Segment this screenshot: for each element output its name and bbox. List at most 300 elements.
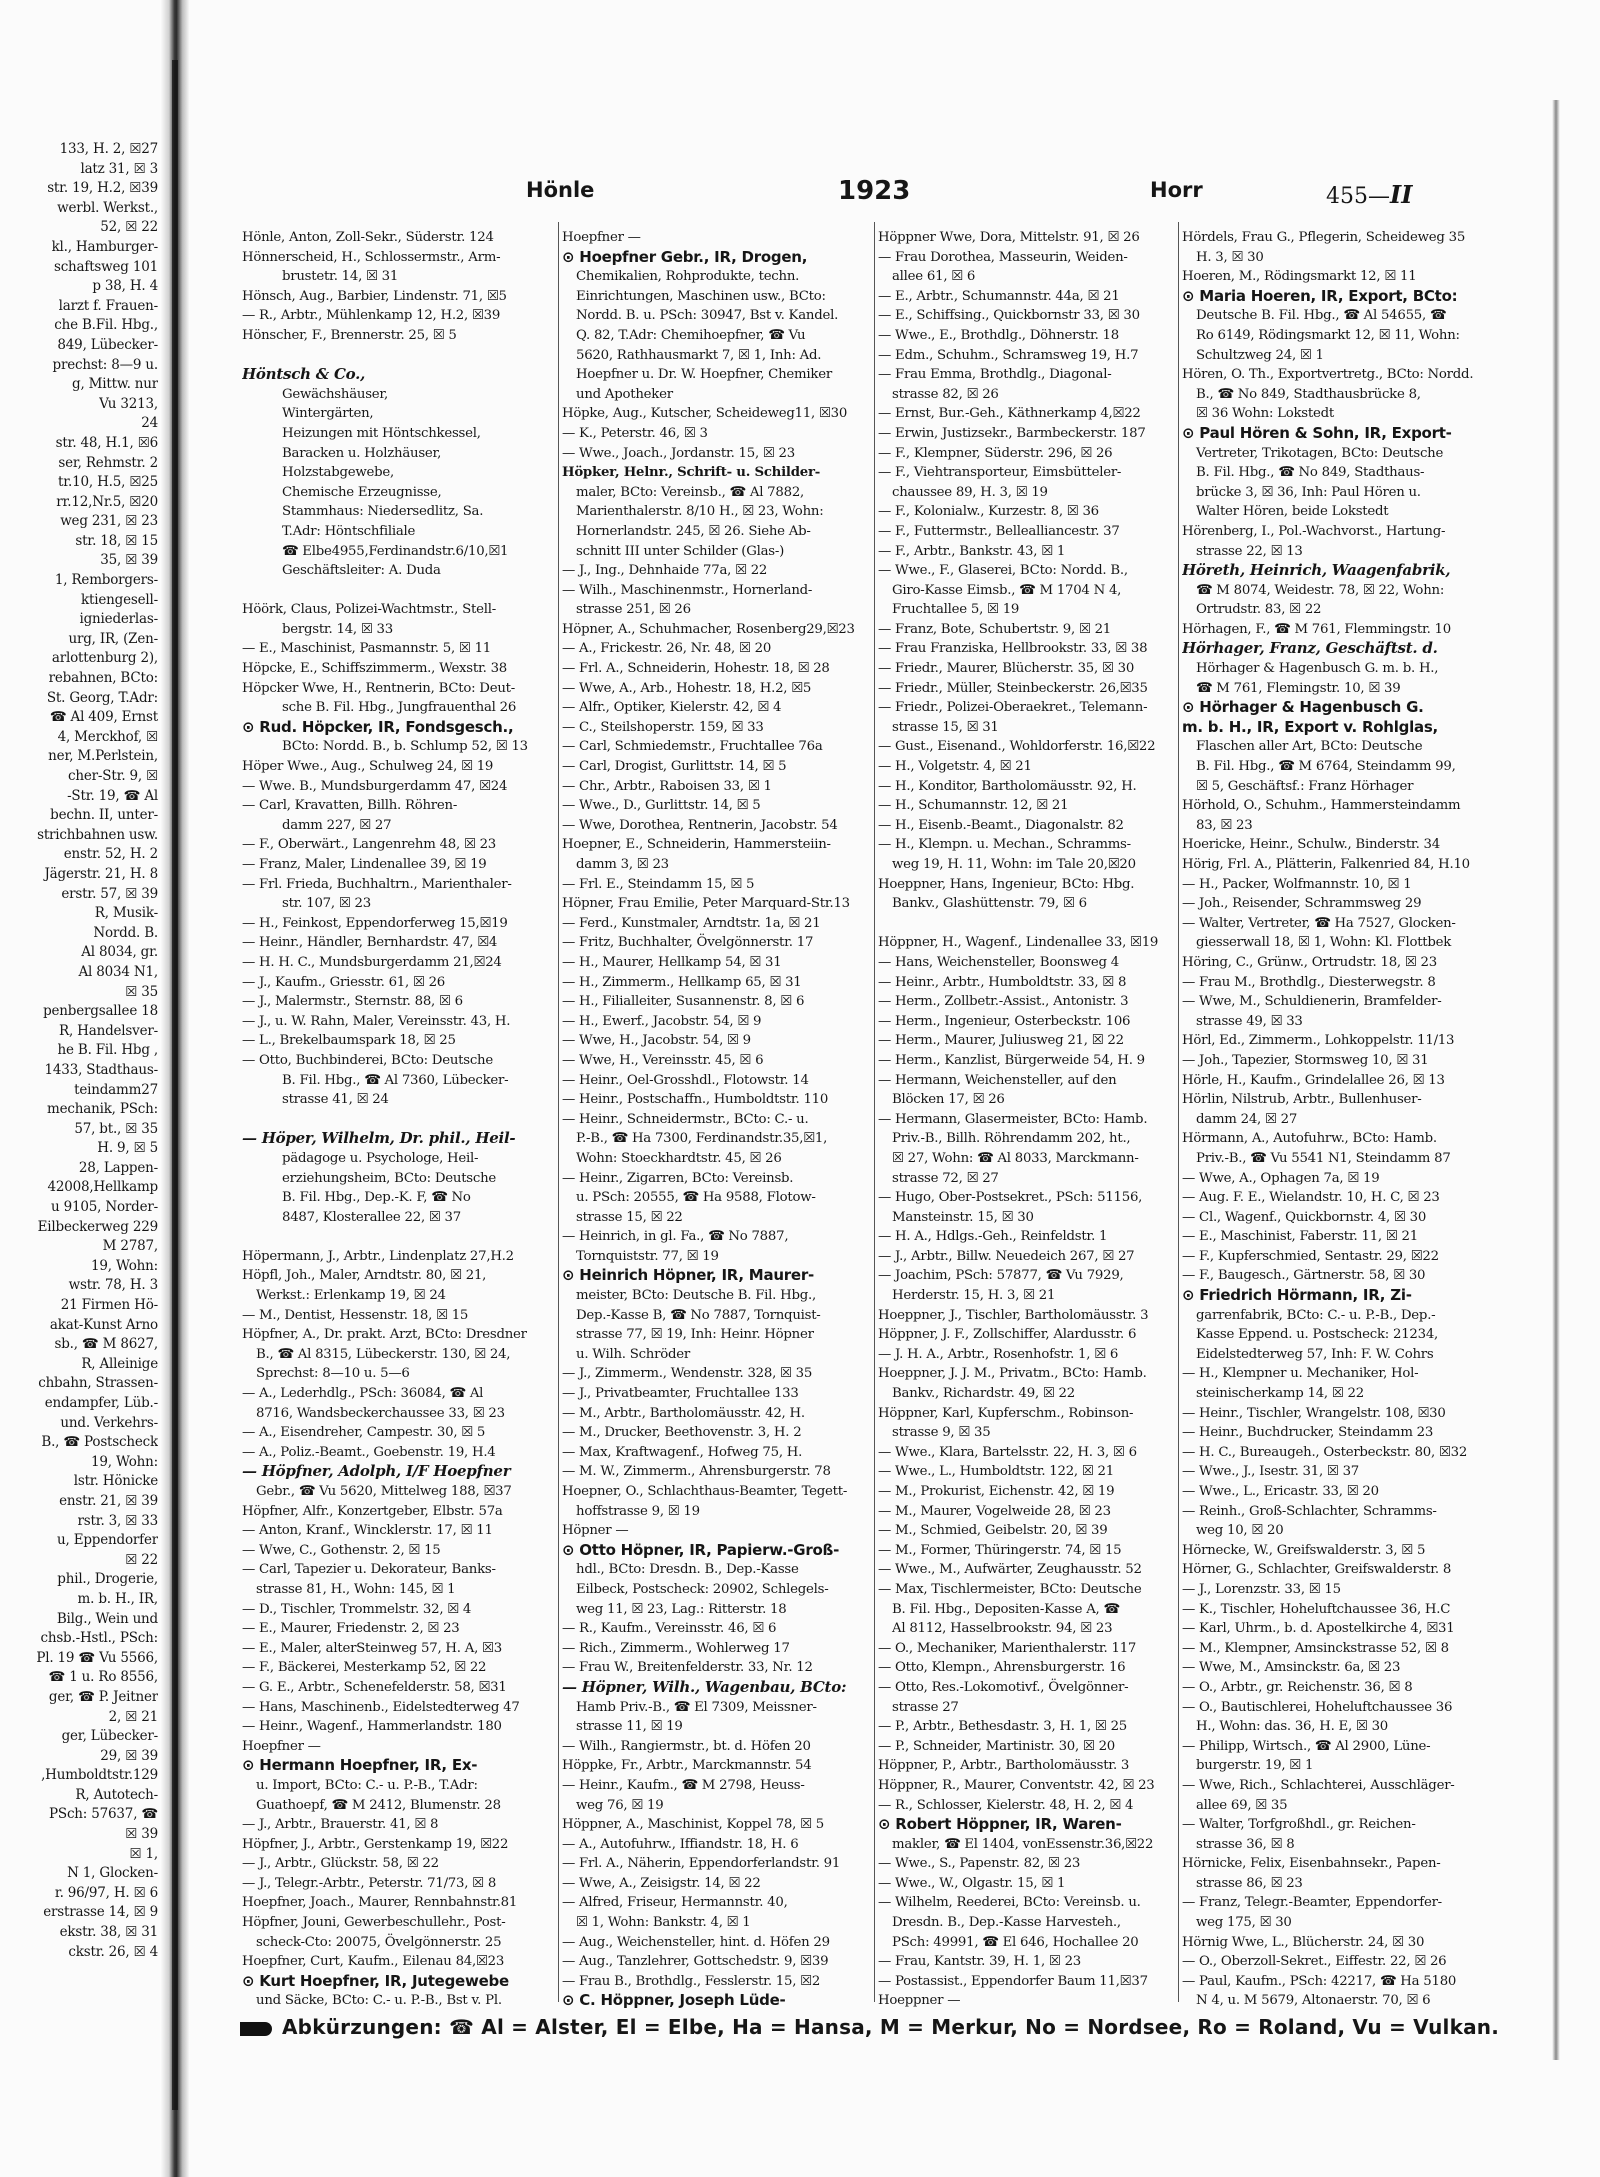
directory-entry-line: — M., Prokurist, Eichenstr. 42, ☒ 19	[878, 1484, 1115, 1499]
directory-entry-line: H. 3, ☒ 30	[1196, 249, 1264, 265]
directory-entry-line: ☒ 36 Wohn: Lokstedt	[1196, 406, 1334, 422]
prev-page-line: ☒ 22	[125, 1551, 158, 1568]
prev-page-line: St. Georg, T.Adr:	[46, 689, 158, 706]
directory-entry-line: — Wwe., E., Brothdlg., Döhnerstr. 18	[878, 327, 1119, 343]
directory-entry-line: Höppner, J. F., Zollschiffer, Alardusstr. 6	[878, 1327, 1137, 1343]
directory-entry-line: makler, ☎ El 1404, vonEssenstr.36,☒22	[892, 1836, 1154, 1852]
directory-entry-line: — Heinr., Wagenf., Hammerlandstr. 180	[242, 1719, 502, 1735]
directory-entry-line: — Cl., Wagenf., Quickbornstr. 4, ☒ 30	[1182, 1209, 1427, 1225]
directory-entry-line: Walter Hören, beide Lokstedt	[1196, 504, 1389, 520]
directory-entry-line: strasse 77, ☒ 19, Inh: Heinr. Höpner	[576, 1327, 814, 1343]
prev-page-line: ger, ☎ P. Jeitner	[48, 1688, 158, 1705]
directory-entry-line: Hoepfner u. Dr. W. Hoepfner, Chemiker	[576, 367, 832, 383]
directory-entry-line: — Franz, Maler, Lindenallee 39, ☒ 19	[242, 857, 487, 872]
directory-entry-line: strasse 82, ☒ 26	[892, 386, 999, 402]
directory-entry-line: Al 8112, Hasselbrookstr. 94, ☒ 23	[892, 1621, 1113, 1637]
directory-entry-line: — Wwe, Rich., Schlachterei, Ausschläger-	[1182, 1777, 1455, 1793]
directory-entry-line: — Heinr., Kaufm., ☎ M 2798, Heuss-	[562, 1777, 805, 1793]
prev-page-line: Vu 3213,	[99, 395, 158, 412]
prev-page-line: endampfer, Lüb.-	[44, 1395, 158, 1411]
directory-entry-line: — J., Arbtr., Brauerstr. 41, ☒ 8	[242, 1817, 439, 1833]
directory-entry-line: — O., Arbtr., gr. Reichenstr. 36, ☒ 8	[1182, 1679, 1413, 1695]
directory-entry-line: maler, BCto: Vereinsb., ☎ Al 7882,	[576, 484, 804, 500]
prev-page-line: rebahnen, BCto:	[48, 670, 158, 687]
directory-entry-line: — Wwe, M., Schuldienerin, Bramfelder-	[1182, 994, 1442, 1010]
directory-entry-line: — J., Kaufm., Griesstr. 61, ☒ 26	[242, 974, 446, 990]
directory-entry-line: strasse 15, ☒ 22	[576, 1209, 683, 1225]
prev-page-line: R, Alleinige	[81, 1355, 158, 1372]
directory-entry-line	[242, 581, 554, 601]
directory-entry-line: Höppner, P., Arbtr., Bartholomäusstr. 3	[878, 1758, 1130, 1774]
directory-entry-line: — H., Schumannstr. 12, ☒ 21	[878, 798, 1069, 814]
directory-entry-line: weg 19, H. 11, Wohn: im Tale 20,☒20	[892, 857, 1136, 872]
prev-page-line: akat-Kunst Arno	[49, 1316, 158, 1333]
directory-entry-line: Hoepfner, Curt, Kaufm., Eilenau 84,☒23	[242, 1954, 505, 1970]
directory-entry-line: Hörnig Wwe, L., Blücherstr. 24, ☒ 30	[1182, 1934, 1425, 1950]
prev-page-line: 19, Wohn:	[91, 1453, 158, 1470]
directory-entry-line: — Philipp, Wirtsch., ☎ Al 2900, Lüne-	[1182, 1738, 1431, 1754]
prev-page-line: str. 19, H.2, ☒39	[47, 180, 158, 197]
directory-entry-line: allee 61, ☒ 6	[892, 269, 976, 285]
prev-page-line: tr.10, H.5, ☒25	[58, 474, 158, 491]
directory-entry-line: strasse 15, ☒ 31	[892, 719, 999, 735]
directory-entry-line: m. b. H., IR, Export v. Rohlglas,	[1182, 717, 1438, 736]
directory-entry-line: — Postassist., Eppendorfer Baum 11,☒37	[878, 1973, 1148, 1989]
directory-entry-line: Hören, O. Th., Exportvertretg., BCto: Nordd.	[1182, 367, 1474, 383]
directory-entry-line: — Friedr., Maurer, Blücherstr. 35, ☒ 30	[878, 661, 1135, 677]
directory-entry-line: — Otto, Res.-Lokomotivf., Övelgönner-	[878, 1679, 1129, 1695]
prev-page-line: ,Humboldtstr.129	[41, 1767, 158, 1784]
directory-entry-line: — Wwe, H., Jacobstr. 54, ☒ 9	[562, 1033, 751, 1049]
directory-entry-line: und Apotheker	[576, 386, 673, 402]
directory-entry-line: Gebr., ☎ Vu 5620, Mittelweg 188, ☒37	[256, 1484, 512, 1499]
prev-page-line: 849, Lübecker-	[57, 336, 158, 353]
directory-entry-line: — M., Dentist, Hessenstr. 18, ☒ 15	[242, 1307, 469, 1323]
directory-entry-line: Bankv., Glashüttenstr. 79, ☒ 6	[892, 896, 1087, 912]
directory-entry-line: weg 175, ☒ 30	[1196, 1915, 1292, 1931]
directory-entry-line: — E., Maler, alterSteinweg 57, H. A, ☒3	[242, 1640, 502, 1656]
directory-entry-line: — Franz, Telegr.-Beamter, Eppendorfer-	[1182, 1895, 1442, 1911]
directory-entry-line: Hoepfner —	[242, 1738, 321, 1754]
directory-entry-line: allee 69, ☒ 35	[1196, 1797, 1288, 1813]
directory-entry-line: — J., Ing., Dehnhaide 77a, ☒ 22	[562, 563, 768, 579]
directory-entry-line: ⊙ Friedrich Hörmann, IR, Zi-	[1182, 1286, 1412, 1305]
directory-entry-line: — Joachim, PSch: 57877, ☎ Vu 7929,	[878, 1268, 1124, 1284]
directory-entry-line: strasse 11, ☒ 19	[576, 1719, 683, 1735]
directory-entry-line: Dep.-Kasse B, ☎ No 7887, Tornquist-	[576, 1307, 821, 1323]
column-divider	[1178, 222, 1179, 2002]
directory-entry-line: — Karl, Uhrm., b. d. Apostelkirche 4, ☒31	[1182, 1621, 1455, 1637]
directory-entry-line: — O., Bautischlerei, Hoheluftchaussee 36	[1182, 1699, 1453, 1715]
prev-page-line: 29, ☒ 39	[100, 1747, 158, 1764]
directory-entry-line: strasse 49, ☒ 33	[1196, 1013, 1303, 1029]
prev-page-line: che B.Fil. Hbg.,	[54, 317, 158, 334]
directory-entry-line: — Höpner, Wilh., Wagenbau, BCto:	[562, 1677, 847, 1696]
directory-entry-line: — Herm., Maurer, Juliusweg 21, ☒ 22	[878, 1033, 1124, 1049]
directory-entry-line: — Frl. A., Näherin, Eppendorferlandstr. 91	[562, 1856, 841, 1872]
directory-entry-line	[878, 914, 1174, 934]
directory-entry-line: — Wwe., M., Aufwärter, Zeughausstr. 52	[878, 1562, 1142, 1578]
directory-entry-line: Höpfner, J., Arbtr., Gerstenkamp 19, ☒22	[242, 1836, 509, 1852]
directory-entry-line: steinischerkamp 14, ☒ 22	[1196, 1386, 1364, 1402]
directory-entry-line: — Frau Emma, Brothdlg., Diagonal-	[878, 367, 1112, 383]
prev-page-line: 19, Wohn:	[91, 1257, 158, 1274]
directory-entry-line: ⊙ Hörhager & Hagenbusch G.	[1182, 698, 1424, 717]
directory-entry-line: — Gust., Eisenand., Wohldorferstr. 16,☒22	[878, 739, 1156, 755]
directory-entry-line: — O., Oberzoll-Sekret., Eiffestr. 22, ☒ 26	[1182, 1954, 1447, 1970]
directory-entry-line: Höntsch & Co.,	[242, 365, 366, 384]
directory-entry-line: strasse 86, ☒ 23	[1196, 1875, 1303, 1891]
directory-entry-line: — A., Autofuhrw., Iffiandstr. 18, H. 6	[562, 1836, 799, 1852]
directory-entry-line: — Frau Franziska, Hellbrookstr. 33, ☒ 38	[878, 641, 1148, 657]
directory-entry-line: — Frl. A., Schneiderin, Hohestr. 18, ☒ 28	[562, 661, 830, 677]
directory-entry-line: Schultzweg 24, ☒ 1	[1196, 347, 1324, 363]
directory-entry-line: Hönle, Anton, Zoll-Sekr., Süderstr. 124	[242, 230, 494, 245]
directory-entry-line: — Wwe., L., Ericastr. 33, ☒ 20	[1182, 1484, 1379, 1499]
directory-entry-line	[242, 346, 554, 366]
directory-entry-line: ⊙ Maria Hoeren, IR, Export, BCto:	[1182, 286, 1458, 305]
directory-entry-line: Fruchtallee 5, ☒ 19	[892, 602, 1020, 618]
directory-entry-line: — Wwe, A., Zeisigstr. 14, ☒ 22	[562, 1875, 761, 1891]
directory-entry-line: Dresdn. B., Dep.-Kasse Harvesteh.,	[892, 1915, 1121, 1931]
prev-page-line: B., ☎ Postscheck	[41, 1434, 158, 1451]
prev-page-line: ☒ 1,	[129, 1845, 158, 1862]
pointing-hand-icon	[240, 2022, 272, 2036]
directory-entry-line: ☎ Elbe4955,Ferdinandstr.6/10,☒1	[282, 543, 509, 559]
prev-page-line: 1433, Stadthaus-	[44, 1061, 158, 1078]
directory-entry-line: Hönscher, F., Brennerstr. 25, ☒ 5	[242, 327, 457, 343]
directory-entry-line: B., ☎ Al 8315, Lübeckerstr. 130, ☒ 24,	[256, 1346, 511, 1362]
directory-entry-line: — F., Baugesch., Gärtnerstr. 58, ☒ 30	[1182, 1268, 1426, 1284]
directory-entry-line: — Heinr., Postschaffn., Humboldtstr. 110	[562, 1092, 829, 1108]
directory-entry-line: — Wwe, A., Ophagen 7a, ☒ 19	[1182, 1170, 1380, 1186]
directory-entry-line: Hoepner, O., Schlachthaus-Beamter, Tegett-	[562, 1484, 848, 1499]
directory-entry-line: — Heinr., Tischler, Wrangelstr. 108, ☒30	[1182, 1405, 1446, 1421]
directory-entry-line: Hörnecke, W., Greifswalderstr. 3, ☒ 5	[1182, 1542, 1426, 1558]
directory-entry-line: — Heinr., Schneidermstr., BCto: C.- u.	[562, 1111, 809, 1127]
prev-page-line: wstr. 78, H. 3	[68, 1277, 158, 1294]
directory-entry-line: — Rich., Zimmerm., Wohlerweg 17	[562, 1640, 790, 1656]
directory-entry-line: Hoepfner —	[562, 230, 641, 245]
directory-entry-line: Hamb Priv.-B., ☎ El 7309, Meissner-	[576, 1699, 817, 1715]
directory-entry-line: Höppner Wwe, Dora, Mittelstr. 91, ☒ 26	[878, 230, 1140, 245]
directory-entry-line: strasse 81, H., Wohn: 145, ☒ 1	[256, 1581, 456, 1597]
directory-entry-line: H., Wohn: das. 36, H. E, ☒ 30	[1196, 1719, 1388, 1735]
directory-entry-line: Höpner —	[562, 1523, 629, 1539]
directory-entry-line: — J., Lorenzstr. 33, ☒ 15	[1182, 1581, 1341, 1597]
directory-entry-line: Hoericke, Heinr., Schulw., Binderstr. 34	[1182, 837, 1440, 853]
directory-entry-line: — Hugo, Ober-Postsekret., PSch: 51156,	[878, 1190, 1143, 1206]
directory-entry-line	[242, 1110, 554, 1130]
directory-entry-line: Chemische Erzeugnisse,	[282, 484, 442, 500]
directory-entry-line: — P., Arbtr., Bethesdastr. 3, H. 1, ☒ 25	[878, 1719, 1127, 1735]
previous-page-fragment	[0, 140, 158, 2060]
prev-page-line: arlottenburg 2),	[51, 650, 158, 667]
directory-entry-line: — Höper, Wilhelm, Dr. phil., Heil-	[242, 1129, 516, 1148]
directory-entry-line: pädagoge u. Psychologe, Heil-	[282, 1150, 479, 1166]
directory-column-2	[562, 228, 870, 2008]
directory-entry-line: — J., Telegr.-Arbtr., Peterstr. 71/73, ☒ 8	[242, 1875, 497, 1891]
directory-entry-line: T.Adr: Höntschfiliale	[282, 523, 416, 539]
directory-entry-line: Giro-Kasse Eimsb., ☎ M 1704 N 4,	[892, 582, 1122, 598]
directory-entry-line: — J., Zimmerm., Wendenstr. 328, ☒ 35	[562, 1366, 813, 1382]
directory-entry-line: Hörl, Ed., Zimmerm., Lohkoppelstr. 11/13	[1182, 1033, 1455, 1049]
directory-entry-line: — Aug., Weichensteller, hint. d. Höfen 29	[562, 1934, 830, 1950]
directory-column-3	[878, 228, 1174, 2008]
directory-entry-line: P.-B., ☎ Ha 7300, Ferdinandstr.35,☒1,	[576, 1131, 828, 1147]
directory-entry-line: Höppner, R., Maurer, Conventstr. 42, ☒ 23	[878, 1777, 1155, 1793]
directory-entry-line: — Heinr., Zigarren, BCto: Vereinsb.	[562, 1170, 794, 1186]
directory-entry-line: erziehungsheim, BCto: Deutsche	[282, 1170, 497, 1186]
prev-page-line: strichbahnen usw.	[37, 826, 158, 843]
directory-entry-line: — Frau W., Breitenfelderstr. 33, Nr. 12	[562, 1660, 813, 1676]
directory-entry-line: — Carl, Tapezier u. Dekorateur, Banks-	[242, 1562, 496, 1578]
directory-entry-line: Hörhager & Hagenbusch G. m. b. H.,	[1196, 661, 1439, 677]
directory-entry-line: 8716, Wandsbeckerchaussee 33, ☒ 23	[256, 1405, 505, 1421]
prev-page-line: rr.12,Nr.5, ☒20	[56, 493, 158, 510]
directory-entry-line: Hoeppner, J., Tischler, Bartholomäusstr. 3	[878, 1307, 1149, 1323]
directory-entry-line: — A., Lederhdlg., PSch: 36084, ☎ Al	[242, 1386, 484, 1402]
prev-page-line: bechn. II, unter-	[50, 807, 158, 824]
prev-page-line: cher-Str. 9, ☒	[68, 768, 158, 784]
running-header	[238, 178, 1538, 214]
directory-entry-line: ⊙ Hoepfner Gebr., IR, Drogen,	[562, 247, 808, 266]
directory-entry-line: — M., Klempner, Amsinckstrasse 52, ☒ 8	[1182, 1640, 1449, 1656]
directory-entry-line: — Wwe., Klara, Bartelsstr. 22, H. 3, ☒ 6	[878, 1444, 1137, 1460]
directory-entry-line: ☎ M 8074, Weidestr. 78, ☒ 22, Wohn:	[1196, 582, 1445, 598]
directory-entry-line: — D., Tischler, Trommelstr. 32, ☒ 4	[242, 1601, 472, 1617]
directory-entry-line: Hoeppner, J. J. M., Privatm., BCto: Hamb.	[878, 1366, 1147, 1382]
directory-entry-line: Höpfner, Jouni, Gewerbeschullehr., Post-	[242, 1915, 506, 1931]
directory-entry-line: — H., Packer, Wolfmannstr. 10, ☒ 1	[1182, 876, 1412, 892]
prev-page-line: larzt f. Frauen-	[58, 297, 158, 314]
prev-page-line: penbergsallee 18	[43, 1003, 158, 1020]
directory-entry-line: Hoepner, E., Schneiderin, Hammersteiin-	[562, 837, 831, 853]
directory-entry-line: — Otto, Klempn., Ahrensburgerstr. 16	[878, 1660, 1126, 1676]
prev-page-line: PSch: 57637, ☎	[49, 1806, 158, 1823]
prev-page-line: ☎ 1 u. Ro 8556,	[48, 1669, 158, 1686]
directory-entry-line: Höppke, Fr., Arbtr., Marckmannstr. 54	[562, 1758, 812, 1774]
directory-entry-line: — Alfred, Friseur, Hermannstr. 40,	[562, 1895, 788, 1911]
directory-entry-line: — L., Brekelbaumspark 18, ☒ 25	[242, 1033, 456, 1049]
header-last-entry: Horr	[1150, 178, 1203, 202]
directory-entry-line: — H., Maurer, Hellkamp 54, ☒ 31	[562, 954, 782, 970]
directory-entry-line: — J. H. A., Arbtr., Rosenhofstr. 1, ☒ 6	[878, 1346, 1119, 1362]
column-divider	[558, 222, 559, 2002]
prev-page-line: 2, ☒ 21	[108, 1708, 158, 1725]
prev-page-line: R, Musik-	[94, 905, 158, 922]
directory-entry-line: — Frau Dorothea, Masseurin, Weiden-	[878, 249, 1128, 265]
directory-entry-line: Baracken u. Holzhäuser,	[282, 445, 442, 461]
directory-entry-line: — Wwe., L., Humboldtstr. 122, ☒ 21	[878, 1464, 1114, 1480]
directory-entry-line: — Heinrich, in gl. Fa., ☎ No 7887,	[562, 1229, 789, 1245]
directory-entry-line: — Hermann, Weichensteller, auf den	[878, 1072, 1117, 1088]
prev-page-line: str. 18, ☒ 15	[75, 532, 158, 549]
prev-page-line: ☒ 35	[125, 983, 158, 1000]
directory-entry-line: — R., Schlosser, Kielerstr. 48, H. 2, ☒ 4	[878, 1797, 1134, 1813]
directory-entry-line: ⊙ Kurt Hoepfner, IR, Jutegewebe	[242, 1971, 509, 1990]
directory-entry-line: — A., Poliz.-Beamt., Goebenstr. 19, H.4	[242, 1444, 496, 1460]
directory-entry-line: Hörhold, O., Schuhm., Hammersteindamm	[1182, 798, 1461, 814]
directory-entry-line: — F., Oberwärt., Langenrehm 48, ☒ 23	[242, 837, 497, 853]
directory-entry-line: — Max, Tischlermeister, BCto: Deutsche	[878, 1581, 1142, 1597]
directory-entry-line: — Wwe, M., Amsinckstr. 6a, ☒ 23	[1182, 1660, 1401, 1676]
directory-entry-line: — Aug., Tanzlehrer, Gottschedstr. 9, ☒39	[562, 1954, 829, 1970]
directory-column-4	[1182, 228, 1482, 2008]
prev-page-line: N 1, Glocken-	[67, 1865, 158, 1882]
directory-entry-line: 5620, Rathhausmarkt 7, ☒ 1, Inh: Ad.	[576, 347, 822, 363]
directory-entry-line: — Höpfner, Adolph, I/F Hoepfner	[242, 1462, 511, 1481]
directory-entry-line: Priv.-B., Billh. Röhrendamm 202, ht.,	[892, 1131, 1131, 1147]
directory-entry-line	[242, 1227, 554, 1247]
directory-entry-line: strasse 22, ☒ 13	[1196, 543, 1303, 559]
directory-entry-line: ☒ 5, Geschäftsf.: Franz Hörhager	[1196, 778, 1414, 794]
prev-page-line: latz 31, ☒ 3	[80, 160, 158, 177]
directory-entry-line: — Wwe., J., Isestr. 31, ☒ 37	[1182, 1464, 1360, 1480]
directory-entry-line: — Hans, Maschinenb., Eidelstedterweg 47	[242, 1699, 520, 1715]
directory-entry-line: chaussee 89, H. 3, ☒ 19	[892, 484, 1048, 500]
prev-page-line: Al 8034, gr.	[81, 944, 158, 961]
prev-page-line: schaftsweg 101	[53, 258, 158, 275]
directory-entry-line: damm 3, ☒ 23	[576, 857, 669, 872]
directory-entry-line: hoffstrasse 9, ☒ 19	[576, 1503, 700, 1519]
prev-page-line: kl., Hamburger-	[51, 238, 158, 255]
directory-entry-line: damm 227, ☒ 27	[282, 817, 392, 833]
prev-page-line: ckstr. 26, ☒ 4	[68, 1943, 158, 1960]
prev-page-line: 21 Firmen Hö-	[60, 1297, 158, 1314]
directory-entry-line: bergstr. 14, ☒ 33	[282, 621, 393, 637]
directory-entry-line: Deutsche B. Fil. Hbg., ☎ Al 54655, ☎	[1196, 308, 1447, 324]
directory-entry-line: — Wilhelm, Reederei, BCto: Vereinsb. u.	[878, 1895, 1141, 1911]
directory-entry-line: — Heinr., Oel-Grosshdl., Flotowstr. 14	[562, 1072, 809, 1088]
prev-page-line: rstr. 3, ☒ 33	[77, 1512, 158, 1529]
directory-entry-line: — Herm., Ingenieur, Osterbeckstr. 106	[878, 1013, 1131, 1029]
directory-entry-line: — H., Feinkost, Eppendorferweg 15,☒19	[242, 915, 508, 931]
directory-entry-line: ⊙ C. Höppner, Joseph Lüde-	[562, 1991, 786, 2008]
prev-page-line: chsb.-Hstl., PSch:	[40, 1630, 158, 1647]
directory-entry-line: Geschäftsleiter: A. Duda	[282, 563, 441, 579]
prev-page-line: prechst: 8—9 u.	[52, 356, 158, 373]
directory-entry-line: — C., Steilshoperstr. 159, ☒ 33	[562, 719, 764, 735]
directory-entry-line: Eilbeck, Postscheck: 20902, Schlegels-	[576, 1581, 829, 1597]
directory-entry-line: u. PSch: 20555, ☎ Ha 9588, Flotow-	[576, 1190, 816, 1206]
prev-page-line: Eilbeckerweg 229	[37, 1218, 158, 1235]
prev-page-line: 57, bt., ☒ 35	[74, 1120, 158, 1137]
directory-entry-line: 8487, Klosterallee 22, ☒ 37	[282, 1209, 461, 1225]
directory-entry-line: — Heinr., Buchdrucker, Steindamm 23	[1182, 1425, 1434, 1441]
directory-entry-line: brustetr. 14, ☒ 31	[282, 269, 399, 285]
prev-page-line: R, Autotech-	[75, 1786, 158, 1803]
directory-entry-line: — Alfr., Optiker, Kielerstr. 42, ☒ 4	[562, 700, 782, 716]
prev-page-line: str. 48, H.1, ☒6	[55, 434, 158, 451]
directory-entry-line: B. Fil. Hbg., Depositen-Kasse A, ☎	[892, 1601, 1120, 1617]
directory-entry-line: Guathoepf, ☎ M 2412, Blumenstr. 28	[256, 1797, 501, 1813]
directory-entry-line: hdl., BCto: Dresdn. B., Dep.-Kasse	[576, 1562, 799, 1578]
directory-entry-line: — K., Tischler, Hoheluftchaussee 36, H.C	[1182, 1601, 1451, 1617]
prev-page-line: he B. Fil. Hbg ,	[57, 1042, 158, 1059]
column-divider	[874, 222, 875, 2002]
directory-entry-line: — M., Schmied, Geibelstr. 20, ☒ 39	[878, 1523, 1108, 1539]
directory-entry-line: strasse 36, ☒ 8	[1196, 1836, 1295, 1852]
directory-entry-line: — Heinr., Arbtr., Humboldtstr. 33, ☒ 8	[878, 974, 1127, 990]
directory-entry-line: Kasse Eppend. u. Postscheck: 21234,	[1196, 1327, 1439, 1343]
directory-entry-line: — M., Former, Thüringerstr. 74, ☒ 15	[878, 1542, 1122, 1558]
directory-entry-line: — Wwe., D., Gurlittstr. 14, ☒ 5	[562, 798, 761, 814]
directory-entry-line: Höpner, A., Schuhmacher, Rosenberg29,☒23	[562, 621, 855, 637]
prev-page-line: ktiengesell-	[81, 591, 158, 608]
directory-entry-line: Höreth, Heinrich, Waagenfabrik,	[1182, 561, 1451, 580]
directory-entry-line: ⊙ Rud. Höpcker, IR, Fondsgesch.,	[242, 717, 514, 736]
prev-page-line: M 2787,	[102, 1238, 158, 1255]
directory-entry-line: — J., Arbtr., Billw. Neuedeich 267, ☒ 27	[878, 1248, 1135, 1264]
directory-entry-line: strasse 72, ☒ 27	[892, 1170, 999, 1186]
directory-entry-line: 83, ☒ 23	[1196, 817, 1253, 833]
directory-entry-line: — Herm., Zollbetr.-Assist., Antonistr. 3	[878, 994, 1129, 1010]
directory-entry-line: ⊙ Heinrich Höpner, IR, Maurer-	[562, 1266, 814, 1285]
directory-entry-line: strasse 41, ☒ 24	[282, 1092, 389, 1108]
header-first-entry: Hönle	[526, 178, 595, 202]
directory-entry-line: Hörenberg, I., Pol.-Wachvorst., Hartung-	[1182, 523, 1446, 539]
directory-entry-line: ☒ 27, Wohn: ☎ Al 8033, Marckmann-	[892, 1150, 1139, 1166]
directory-entry-line: Hörnicke, Felix, Eisenbahnsekr., Papen-	[1182, 1856, 1441, 1872]
prev-page-line: ger, Lübecker-	[61, 1728, 158, 1745]
prev-page-line: m. b. H., IR,	[77, 1590, 158, 1607]
directory-entry-line: B. Fil. Hbg., ☎ Al 7360, Lübecker-	[282, 1072, 509, 1088]
directory-entry-line: — Wwe., Joach., Jordanstr. 15, ☒ 23	[562, 445, 795, 461]
directory-entry-line: — E., Arbtr., Schumannstr. 44a, ☒ 21	[878, 288, 1120, 304]
directory-entry-line: Heizungen mit Höntschkessel,	[282, 425, 481, 441]
prev-page-line: g, Mittw. nur	[72, 376, 158, 393]
prev-page-line: H. 9, ☒ 5	[97, 1140, 158, 1157]
directory-entry-line: Blöcken 17, ☒ 26	[892, 1092, 1005, 1108]
directory-entry-line: — E., Maschinist, Faberstr. 11, ☒ 21	[1182, 1229, 1418, 1245]
directory-entry-line: — Herm., Kanzlist, Bürgerweide 54, H. 9	[878, 1052, 1145, 1068]
directory-entry-line: Nordd. B. u. PSch: 30947, Bst v. Kandel.	[576, 308, 839, 324]
directory-entry-line: — Walter, Vertreter, ☎ Ha 7527, Glocken-	[1182, 915, 1456, 931]
directory-entry-line: Bankv., Richardstr. 49, ☒ 22	[892, 1386, 1075, 1402]
directory-entry-line: — H. C., Bureaugeh., Osterbeckstr. 80, ☒32	[1182, 1444, 1468, 1460]
directory-entry-line: — Hans, Weichensteller, Boonsweg 4	[878, 954, 1119, 970]
directory-entry-line: Hönsch, Aug., Barbier, Lindenstr. 71, ☒5	[242, 288, 507, 304]
directory-entry-line: Holzstabgewebe,	[282, 465, 394, 481]
directory-entry-line: — G. E., Arbtr., Schenefelderstr. 58, ☒31	[242, 1679, 507, 1695]
directory-entry-line: — Carl, Schmiedemstr., Fruchtallee 76a	[562, 739, 823, 755]
prev-page-line: teindamm27	[74, 1081, 158, 1098]
directory-entry-line: — H., Eisenb.-Beamt., Diagonalstr. 82	[878, 817, 1124, 833]
directory-entry-line: brücke 3, ☒ 36, Inh: Paul Hören u.	[1196, 484, 1421, 500]
directory-entry-line: — H., Klempner u. Mechaniker, Hol-	[1182, 1366, 1419, 1382]
directory-entry-line: Hoeppner, Hans, Ingenieur, BCto: Hbg.	[878, 876, 1135, 892]
directory-entry-line: Höper Wwe., Aug., Schulweg 24, ☒ 19	[242, 759, 494, 775]
directory-entry-line: damm 24, ☒ 27	[1196, 1111, 1298, 1127]
directory-entry-line: — E., Maurer, Friedenstr. 2, ☒ 23	[242, 1621, 460, 1637]
directory-entry-line: — K., Peterstr. 46, ☒ 3	[562, 425, 708, 441]
page-number-suffix: II	[1390, 180, 1413, 209]
prev-page-line: u 9105, Norder-	[51, 1199, 158, 1216]
directory-entry-line: — Chr., Arbtr., Raboisen 33, ☒ 1	[562, 778, 772, 794]
prev-page-line: ner, M.Perlstein,	[48, 748, 158, 765]
directory-entry-line: — Frl. E., Steindamm 15, ☒ 5	[562, 876, 755, 892]
directory-entry-line: — H. A., Hdlgs.-Geh., Reinfeldstr. 1	[878, 1229, 1108, 1245]
directory-entry-line: — O., Mechaniker, Marienthalerstr. 117	[878, 1640, 1137, 1656]
directory-entry-line: Tornquiststr. 77, ☒ 19	[576, 1248, 719, 1264]
directory-entry-line: sche B. Fil. Hbg., Jungfrauenthal 26	[282, 700, 517, 716]
prev-page-line: u, Eppendorfer	[57, 1532, 158, 1549]
directory-entry-line: Stammhaus: Niedersedlitz, Sa.	[282, 504, 484, 520]
directory-entry-line: Höppner, H., Wagenf., Lindenallee 33, ☒19	[878, 935, 1159, 951]
directory-entry-line: Höpermann, J., Arbtr., Lindenplatz 27,H.2	[242, 1248, 514, 1264]
prev-page-line: 42008,Hellkamp	[47, 1179, 158, 1196]
